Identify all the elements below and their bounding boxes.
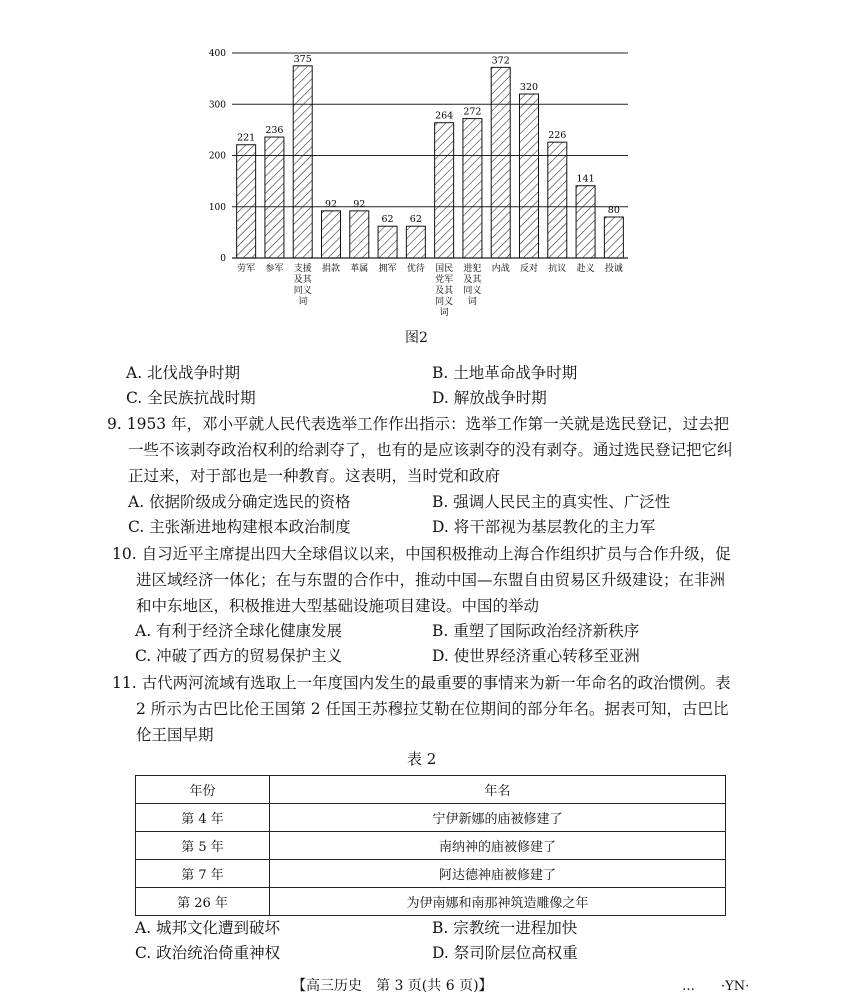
- bar-10: [520, 94, 539, 258]
- bar-value-label: 320: [519, 82, 539, 93]
- category-label: 词: [298, 297, 308, 307]
- bar-12: [576, 186, 595, 258]
- q8-option-c[interactable]: C. 全民族抗战时期: [126, 389, 256, 407]
- category-label: 同义: [293, 286, 312, 296]
- bar-4: [350, 211, 369, 258]
- q11-option-c[interactable]: C. 政治统治倚重神权: [135, 944, 281, 962]
- category-label: 及其: [435, 286, 454, 296]
- category-label: 革属: [350, 264, 369, 274]
- q9-option-b[interactable]: B. 强调人民民主的真实性、广泛性: [432, 493, 671, 511]
- category-label: 优待: [406, 264, 425, 274]
- bar-8: [463, 119, 482, 258]
- bar-1: [265, 137, 284, 258]
- y-tick-label: 0: [220, 254, 226, 264]
- table-cell-year: 第 5 年: [136, 832, 270, 860]
- category-label: 党军: [435, 275, 454, 285]
- q11-option-b[interactable]: B. 宗教统一进程加快: [432, 919, 578, 937]
- bar-value-label: 372: [491, 55, 510, 67]
- bar-5: [378, 226, 397, 258]
- category-label: 赴义: [576, 264, 595, 274]
- q11-stem: 11. 古代两河流域有选取上一年度国内发生的最重要的事情来为新一年命名的政治惯例。表 2 所示为古巴比伦王国第 2 任国王苏穆拉艾勒在位期间的部分年名。据表可知，古巴比伦王国早期: [112, 674, 731, 744]
- bar-value-label: 62: [409, 214, 422, 226]
- q9-stem: 9. 1953 年，邓小平就人民代表选举工作作出指示：选举工作第一关就是选民登记，过去把一些不该剥夺政治权利的给剥夺了，也有的是应该剥夺的没有剥夺。通过选民登记把它纠正过来，对于部也是一种教育。这表明，当时党和政府: [107, 415, 733, 485]
- bar-value-label: 92: [324, 198, 338, 210]
- y-tick-label: 400: [208, 49, 226, 59]
- category-label: 进犯: [463, 264, 482, 274]
- table-cell-name: 宁伊新娜的庙被修建了: [270, 804, 726, 832]
- bar-9: [491, 67, 510, 258]
- category-label: 内战: [491, 264, 510, 274]
- table-header-name: 年名: [270, 776, 726, 804]
- category-label: 国民: [435, 264, 454, 274]
- q9-option-c[interactable]: C. 主张渐进地构建根本政治制度: [128, 518, 351, 536]
- category-label: 劳军: [237, 264, 256, 274]
- q10-option-a[interactable]: A. 有利于经济全球化健康发展: [135, 622, 343, 640]
- bar-value-label: 221: [237, 132, 256, 144]
- table-title: 表 2: [407, 750, 437, 768]
- bar-11: [548, 142, 567, 258]
- bar-chart: [0, 0, 843, 340]
- table-row: [136, 888, 726, 916]
- table-cell-name: 为伊南娜和南那神筑造雕像之年: [270, 888, 726, 916]
- table-header-year: 年份: [136, 776, 270, 804]
- category-label: 投诚: [604, 264, 623, 274]
- q9-option-d[interactable]: D. 将干部视为基层教化的主力军: [432, 518, 656, 536]
- q10-stem: 10. 自习近平主席提出四大全球倡议以来，中国积极推动上海合作组织扩员与合作升级，促进区域经济一体化；在与东盟的合作中，推动中国—东盟自由贸易区升级建设；在非洲和中东地区，积极推进大型基础设施项目建设。中国的举动: [112, 545, 731, 615]
- category-label: 同义: [463, 286, 482, 296]
- table-row: [136, 804, 726, 832]
- bar-2: [293, 66, 312, 258]
- table-cell-year: 第 4 年: [136, 804, 270, 832]
- category-label: 拥军: [378, 264, 397, 274]
- bar-7: [435, 123, 454, 258]
- table-row: [136, 832, 726, 860]
- category-label: 及其: [463, 275, 482, 285]
- year-name-table: [135, 775, 726, 916]
- category-label: 同义: [435, 297, 454, 307]
- q8-option-d[interactable]: D. 解放战争时期: [432, 389, 547, 407]
- bar-3: [322, 211, 341, 258]
- category-label: 词: [439, 308, 449, 318]
- bar-value-label: 92: [353, 198, 366, 210]
- q8-option-a[interactable]: A. 北伐战争时期: [126, 364, 241, 382]
- category-label: 捐款: [321, 264, 341, 274]
- bar-13: [604, 217, 623, 258]
- bar-0: [237, 145, 256, 258]
- bar-value-label: 80: [607, 205, 620, 216]
- table-cell-year: 第 26 年: [136, 888, 270, 916]
- table-row: [136, 860, 726, 888]
- q10-option-c[interactable]: C. 冲破了西方的贸易保护主义: [135, 647, 343, 665]
- y-tick-label: 100: [208, 202, 226, 213]
- table-cell-year: 第 7 年: [136, 860, 270, 888]
- q11-option-a[interactable]: A. 城邦文化遭到破坏: [135, 919, 281, 937]
- bar-6: [406, 226, 425, 258]
- page-footer-code: … ·YN·: [682, 979, 750, 994]
- q10-option-b[interactable]: B. 重塑了国际政治经济新秩序: [432, 622, 640, 640]
- bar-value-label: 62: [381, 214, 394, 226]
- q11-option-d[interactable]: D. 祭司阶层位高权重: [432, 944, 578, 962]
- q10-option-d[interactable]: D. 使世界经济重心转移至亚洲: [432, 647, 640, 665]
- table-cell-name: 南纳神的庙被修建了: [270, 832, 726, 860]
- bar-value-label: 375: [293, 53, 312, 65]
- category-label: 及其: [293, 275, 312, 285]
- q8-option-b[interactable]: B. 土地革命战争时期: [432, 364, 578, 382]
- figure-caption: 图2: [405, 330, 428, 346]
- category-label: 支援: [293, 264, 312, 274]
- q9-option-a[interactable]: A. 依据阶级成分确定选民的资格: [128, 493, 351, 511]
- y-tick-label: 200: [208, 151, 226, 162]
- bar-value-label: 226: [548, 130, 567, 142]
- bar-value-label: 141: [576, 173, 595, 185]
- bar-value-label: 264: [435, 110, 454, 122]
- category-label: 参军: [265, 264, 284, 274]
- bar-value-label: 236: [265, 125, 284, 137]
- y-tick-label: 300: [208, 100, 226, 111]
- category-label: 抗议: [548, 264, 567, 274]
- category-label: 词: [467, 297, 477, 307]
- page-footer: 【高三历史 第 3 页(共 6 页)】: [292, 978, 493, 994]
- bar-value-label: 272: [463, 106, 482, 118]
- table-cell-name: 阿达德神庙被修建了: [270, 860, 726, 888]
- category-label: 反对: [519, 264, 539, 274]
